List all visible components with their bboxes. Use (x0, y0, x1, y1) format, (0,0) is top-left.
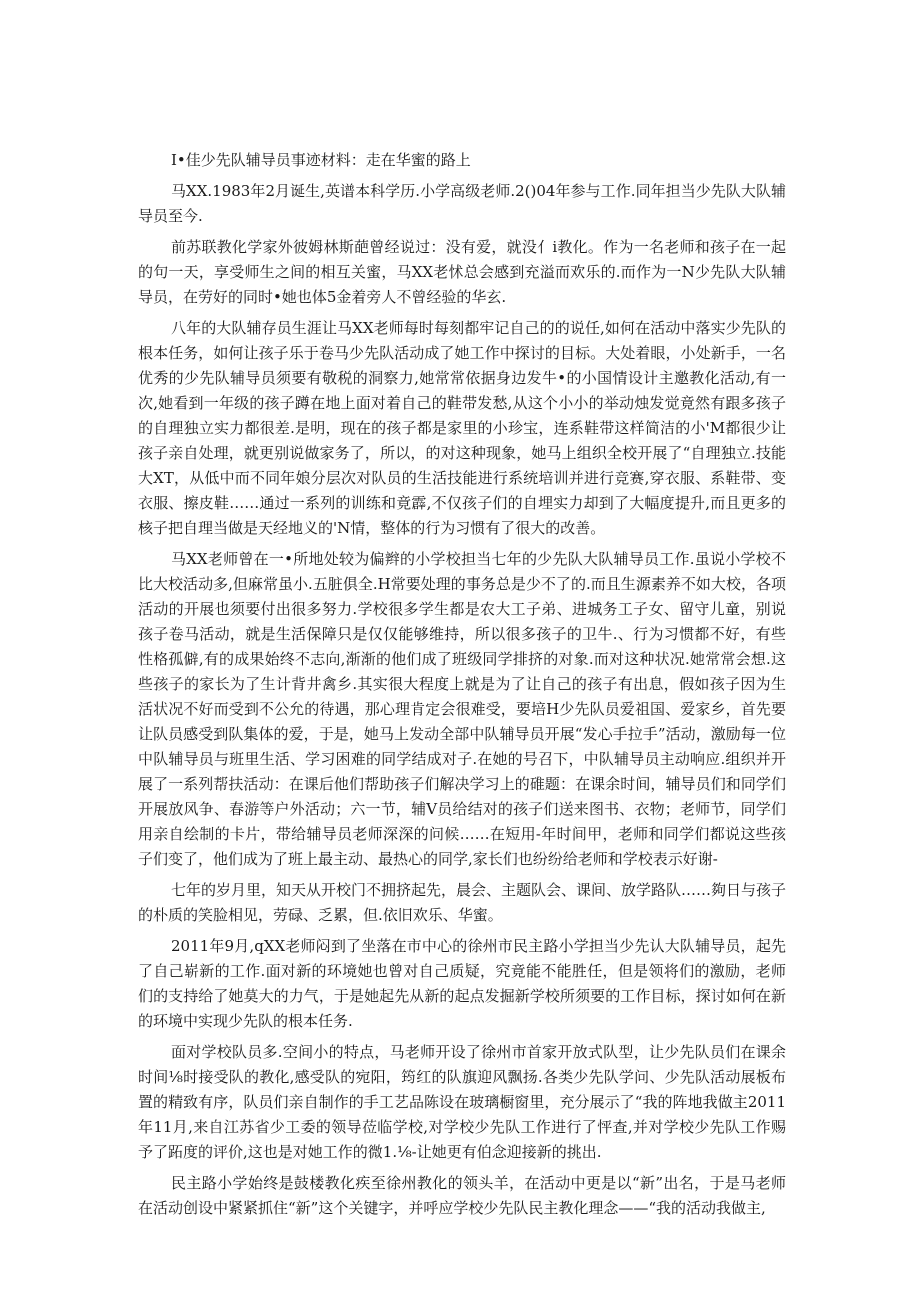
paragraph-7: 面对学校队员多.空间小的特点，马老师开设了徐州市首家开放式队型，让少先队员们在课余时间⅛时接受队的教化,感受队的宛阳，筠红的队旗迎风飘扬.各类少先队学问、少先队活动展板布置的精致有序，队员们亲自制作的手工艺品陈设在玻璃橱窗里，充分展示了“我的阵地我做主2011年11月,来自江苏省少工委的领导莅临学校,对学校少先队工作进行了怦查,并对学校少先队工作赐予了跖度的评价,这也是对她工作的微1.⅛-让她更有伯念迎接新的挑出. (138, 1043, 786, 1161)
paragraph-5: 七年的岁月里，知天从开校门不拥挤起先，晨会、主题队会、课间、放学路队……夠日与孩子的朴质的笑脸相见，劳碌、乏累，但.依旧欢乐、华蜜。 (138, 881, 787, 924)
paragraph-4: 马XX老师曾在一•所地处较为偏辫的小学校担当七年的少先队大队辅导员工作.虽说小学校不比大校活动多,但麻常虽小.五脏俱全.H常要处理的事务总是少不了的.而且生源素养不如大校，各项活动的开展也须要付出很多努力.学校很多学生都是农大工子弟、进城务工子女、留守儿童，别说孩子卷马活动，就是生活保障只是仅仅能够维持，所以很多孩子的卫牛.、行为习惯都不好，有些性格孤僻,有的成果始终不志向,渐渐的他们成了班级同学排挤的对象.而对这种状况.她常常会想.这些孩子的家长为了生计背井禽乡.其实很大程度上就是为了让自己的孩子有出息，假如孩子因为生活状况不好而受到不公允的待遇，那心理肯定会很难受，要培H少先队员爱祖国、爱家乡，首先要让队员感受到队集体的爱，于是，她马上发动全部中队辅导员开展“发心手拉手”活动，激励每一位中队辅导员与班里生活、学习困难的同学结成对子.在她的号召下，中队辅导员主动响应.组织并开展了一系列帮扶活动：在课后他们帮助孩子们解决学习上的碓题：在课余时间，辅导员们和同学们开展放风争、春游等户外活动；六一节，辅V员给结对的孩子们送来图书、衣物；老师节，同学们用亲自绘制的卡片，带给辅导员老师深深的问候……在短用-年时间甲，老师和同学们都说这些孩子们变了，他们成为了班上最主动、最热心的同学,家长们也纷纷给老师和学校表示好谢- (138, 550, 786, 868)
paragraph-8: 民主路小学始终是鼓楼教化疾至徐州教化的领头羊，在活动中更是以“新”出名，于是马老师在活动创设中紧紧抓住“新”这个关键字，并呼应学校少先队民主教化理念——“我的活动我做主, (138, 1174, 786, 1217)
paragraph-6: 2011年9月,qXX老师闷到了坐落在市中心的徐州市民主路小学担当少先认大队辅导员，起先了自己崭新的工作.面对新的环境她也曾对自己质疑，究竟能不能胜任，但是领将们的激励，老师们的支持给了她莫大的力气，于是她起先从新的起点发掘新学校所须要的工作目标，探讨如何在新的环境中实现少先队的根本任务. (138, 937, 786, 1030)
document-page (138, 148, 786, 1221)
paragraph-1: 马XX.1983年2月诞生,英谱本科学历.小学高级老师.2()04年参与工作.同年担当少先队大队辅导员至今. (138, 182, 786, 225)
paragraph-3: 八年的大队辅存员生涯让马XX老师每时每刻都牢记自己的的说任,如何在活动中落实少先队的根本任务，如何让孩子乐于卷马少先队活动成了她工作中探讨的目标。大处着眼，小处新手，一名优秀的少先队辅导员须要有敬税的洞察力,她常常依据身边发牛•的小国情设计主邀教化活动,有一次,她看到一年级的孩子蹲在地上面对着自己的鞋带发愁,从这个小小的举动烛发觉竟然有跟多孩子的自理独立实力都很差.是明，现在的孩子都是家里的小珍宝，连系鞋带这样简洁的小'M都很少让孩子亲自处理，就更别说做家务了，所以，的对这种现象，她马上组织全校开展了“自理独立.技能大XT，从低中而不同年娘分层次对队员的生活技能进行系统培训并进行竞赛,穿衣服、系鞋带、变衣服、擦皮鞋……通过一系列的训练和竟霹,不仅孩子们的自埋实力却到了大幅度提升,而且更多的核子把自理当做是天经地义的'N情，整体的行为习惯有了很大的改善。 (138, 319, 786, 537)
paragraph-2: 前苏联教化学家外彼姆林斯葩曾经说过：没有爱，就没亻i教化。作为一名老师和孩子在一起的句一天，享受师生之间的相互关蜜，马XX老怵总会感到充溢而欢乐的.而作为一N少先队大队辅导员，在劳好的同时•她也体5金着旁人不曾经验的华玄. (138, 238, 786, 306)
document-title: I•佳少先队辅导员事迹材料：走在华蜜的路上 (171, 151, 471, 169)
